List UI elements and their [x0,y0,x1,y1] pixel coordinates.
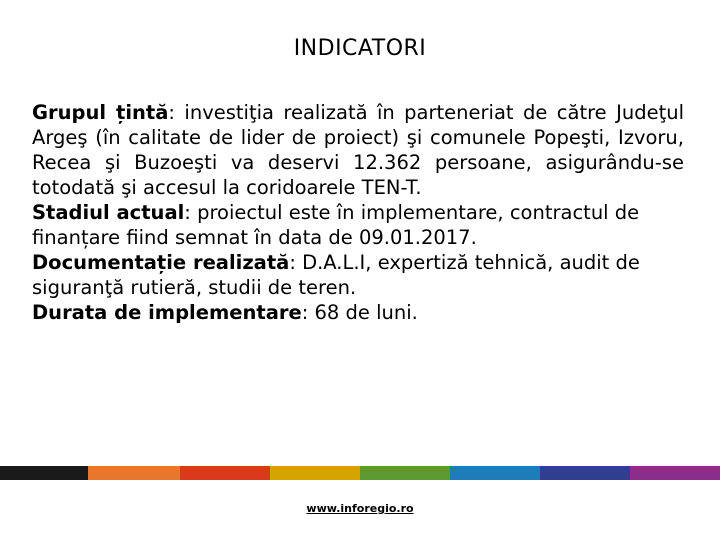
color-stripe [0,466,720,480]
documentation-paragraph [32,250,684,300]
target-group-text: : investiţia realizată în parteneriat de către Judeţul Argeş (în calitate de lider de proiect) şi comunele Popeşti, Izvoru, Recea şi Buzoeşti va deservi 12.362 persoane, asigurându-se totodată şi accesul la coridoarele TEN-T. [32,101,685,199]
target-group-paragraph [32,100,684,200]
stripe-segment-red [180,466,270,480]
current-status-label: Stadiul actual [32,201,185,224]
content-body [32,100,684,325]
stripe-segment-blue [450,466,540,480]
stripe-segment-green [360,466,450,480]
current-status-text: : proiectul este în implementare, contractul de finanțare fiind semnat în data de 09.01.2017. [32,201,640,249]
documentation-text: : D.A.L.I, expertiză tehnică, audit de siguranţă rutieră, studii de teren. [32,251,640,299]
documentation-label: Documentație realizată [32,251,290,274]
stripe-segment-navy [540,466,630,480]
website-link[interactable]: www.inforegio.ro [306,502,414,515]
stripe-segment-purple [630,466,720,480]
stripe-segment-orange [88,466,180,480]
stripe-segment-yellow [270,466,360,480]
current-status-paragraph [32,200,684,250]
target-group-label: Grupul țintă [32,101,169,124]
duration-text: : 68 de luni. [301,301,418,324]
page-title: INDICATORI [293,36,427,61]
duration-paragraph [32,300,684,325]
stripe-segment-black [0,466,88,480]
duration-label: Durata de implementare [32,301,302,324]
